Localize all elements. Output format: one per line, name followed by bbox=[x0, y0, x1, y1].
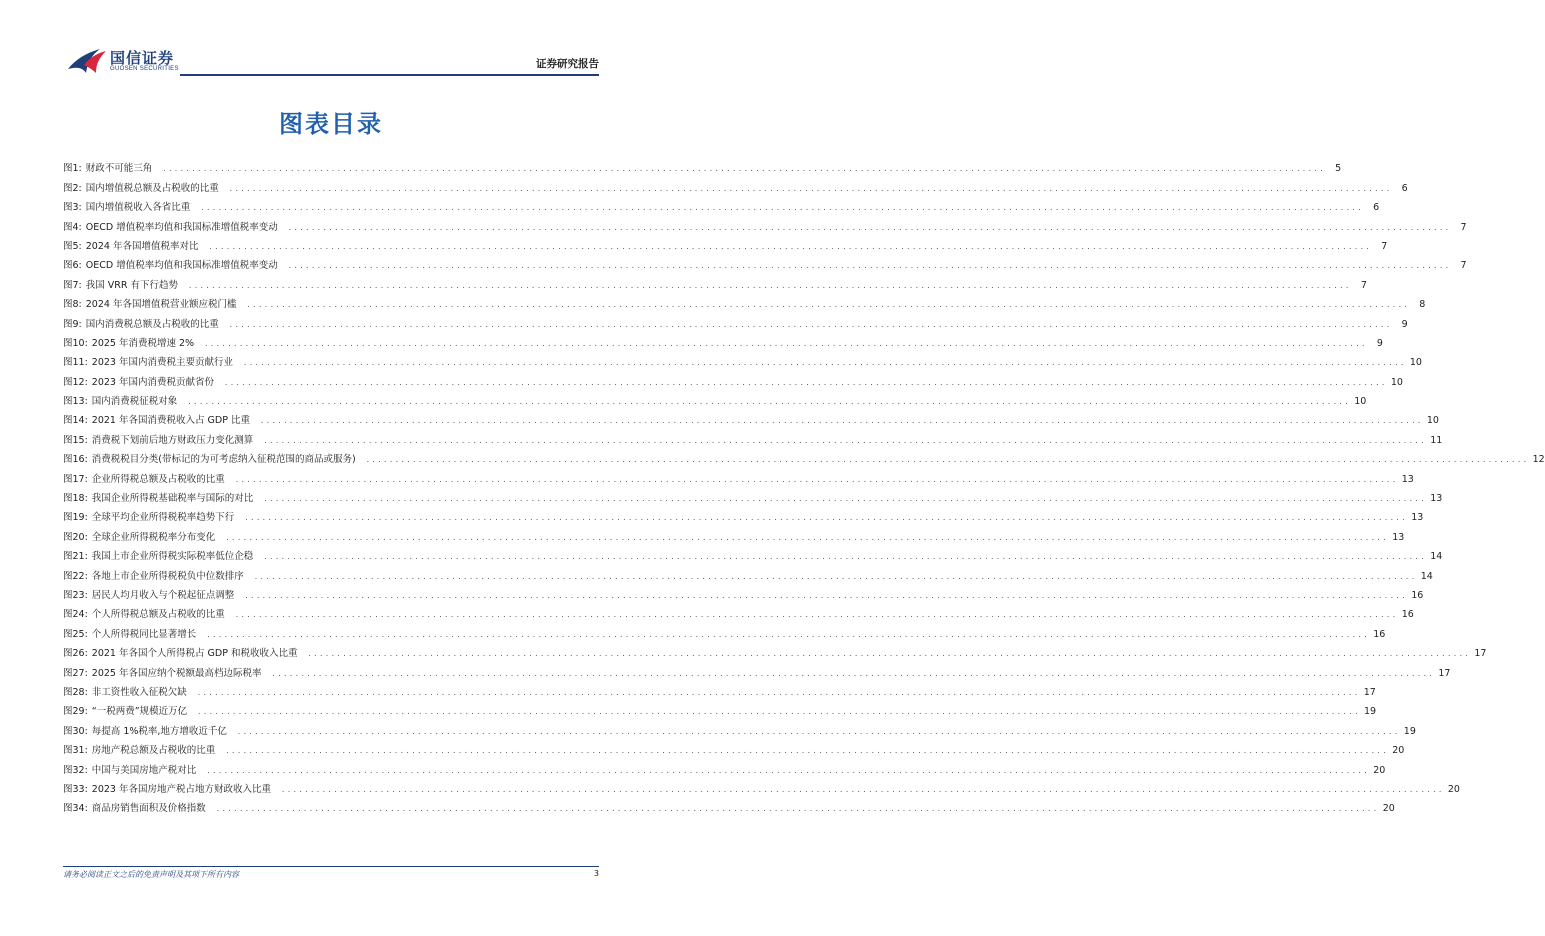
toc-entry-page: 16 bbox=[1401, 609, 1414, 621]
toc-entry-number: 图33: bbox=[63, 783, 88, 795]
toc-entry-number: 图5: bbox=[63, 240, 82, 252]
toc-dot-leader: ........................................................................................................................................................................................................ bbox=[281, 785, 1444, 794]
toc-entry-page: 19 bbox=[1403, 725, 1416, 737]
logo-english-name: GUOSEN SECURITIES bbox=[110, 66, 179, 72]
toc-dot-leader: ........................................................................................................................................................................................................ bbox=[234, 475, 1398, 484]
toc-entry-number: 图18: bbox=[63, 493, 88, 505]
toc-entry-number: 图26: bbox=[63, 648, 88, 660]
toc-entry[interactable] bbox=[63, 601, 1414, 621]
toc-entry[interactable] bbox=[63, 465, 1414, 485]
toc-dot-leader: ........................................................................................................................................................................................................ bbox=[365, 456, 1529, 465]
toc-dot-leader: ........................................................................................................................................................................................................ bbox=[200, 204, 1364, 213]
toc-entry-page: 6 bbox=[1401, 182, 1408, 194]
toc-dot-leader: ........................................................................................................................................................................................................ bbox=[215, 805, 1379, 814]
toc-entry-title: 各地上市企业所得税税负中位数排序 bbox=[91, 570, 244, 582]
toc-dot-leader: ........................................................................................................................................................................................................ bbox=[206, 630, 1370, 639]
toc-entry-title: 个人所得税同比显著增长 bbox=[91, 628, 197, 640]
toc-entry-title: 个人所得税总额及占税收的比重 bbox=[91, 609, 225, 621]
footer-disclaimer: 请务必阅读正文之后的免责声明及其项下所有内容 bbox=[63, 870, 239, 879]
toc-entry[interactable] bbox=[63, 426, 1443, 446]
toc-entry[interactable] bbox=[63, 717, 1416, 737]
toc-entry-page: 20 bbox=[1373, 764, 1386, 776]
toc-entry-number: 图24: bbox=[63, 609, 88, 621]
toc-entry-label bbox=[63, 665, 262, 679]
toc-entry-page: 20 bbox=[1392, 745, 1405, 757]
toc-entry-label bbox=[63, 393, 177, 407]
toc-entry-number: 图8: bbox=[63, 299, 82, 311]
toc-entry-page: 13 bbox=[1401, 473, 1414, 485]
toc-entry-label bbox=[63, 354, 233, 368]
toc-entry[interactable] bbox=[63, 640, 1487, 660]
toc-entry[interactable] bbox=[63, 213, 1467, 233]
toc-entry-number: 图30: bbox=[63, 725, 88, 737]
toc-dot-leader: ........................................................................................................................................................................................................ bbox=[243, 359, 1406, 368]
toc-entry-number: 图19: bbox=[63, 512, 88, 524]
toc-dot-leader: ........................................................................................................................................................................................................ bbox=[263, 436, 1427, 445]
toc-entry-title: 2023 年各国房地产税占地方财政收入比重 bbox=[91, 783, 271, 795]
toc-entry[interactable] bbox=[63, 310, 1408, 330]
toc-entry-label bbox=[63, 412, 250, 426]
toc-entry[interactable] bbox=[63, 330, 1383, 349]
toc-entry-number: 图10: bbox=[63, 337, 88, 349]
toc-entry-page: 7 bbox=[1360, 279, 1367, 291]
toc-dot-leader: ........................................................................................................................................................................................................ bbox=[234, 611, 1398, 620]
toc-dot-leader: ........................................................................................................................................................................................................ bbox=[206, 766, 1370, 775]
toc-entry-page: 6 bbox=[1373, 202, 1380, 214]
toc-entry-page: 5 bbox=[1335, 163, 1342, 175]
toc-entry-label bbox=[63, 238, 198, 252]
toc-entry[interactable] bbox=[63, 698, 1377, 718]
toc-entry-page: 12 bbox=[1532, 454, 1545, 466]
toc-entry-page: 19 bbox=[1364, 706, 1377, 718]
page-title: 图表目录 bbox=[279, 110, 383, 138]
toc-entry-title: 2021 年各国个人所得税占 GDP 和税收收入比重 bbox=[91, 648, 298, 660]
toc-dot-leader: ........................................................................................................................................................................................................ bbox=[196, 688, 1360, 697]
toc-entry-title: 中国与美国房地产税对比 bbox=[91, 764, 197, 776]
toc-entry-label bbox=[63, 548, 253, 562]
toc-entry-title: 商品房销售面积及价格指数 bbox=[91, 803, 206, 815]
toc-dot-leader: ........................................................................................................................................................................................................ bbox=[225, 747, 1389, 756]
toc-entry-label bbox=[63, 626, 196, 640]
toc-dot-leader: ........................................................................................................................................................................................................ bbox=[271, 669, 1435, 678]
figure-table-of-contents bbox=[63, 155, 1545, 815]
toc-dot-leader: ........................................................................................................................................................................................................ bbox=[246, 301, 1410, 310]
toc-entry-label bbox=[63, 800, 206, 814]
toc-entry-number: 图32: bbox=[63, 764, 88, 776]
report-type-label: 证券研究报告 bbox=[536, 58, 599, 70]
toc-entry-label bbox=[63, 451, 356, 465]
toc-entry[interactable] bbox=[63, 194, 1380, 214]
toc-entry-title: 我国 VRR 有下行趋势 bbox=[85, 279, 178, 291]
toc-dot-leader: ........................................................................................................................................................................................................ bbox=[236, 727, 1400, 736]
toc-entry-number: 图22: bbox=[63, 570, 88, 582]
toc-entry-label bbox=[63, 568, 244, 582]
toc-dot-leader: ........................................................................................................................................................................................................ bbox=[197, 708, 1361, 717]
toc-entry-title: 全球企业所得税税率分布变化 bbox=[91, 531, 216, 543]
toc-entry[interactable] bbox=[63, 756, 1386, 776]
toc-entry-number: 图31: bbox=[63, 745, 88, 757]
toc-dot-leader: ........................................................................................................................................................................................................ bbox=[225, 533, 1389, 542]
toc-entry-label bbox=[63, 335, 194, 349]
toc-entry[interactable] bbox=[63, 407, 1439, 427]
toc-entry-label bbox=[63, 723, 227, 737]
toc-dot-leader: ........................................................................................................................................................................................................ bbox=[228, 320, 1392, 329]
toc-entry-label bbox=[63, 199, 190, 213]
toc-entry-title: OECD 增值税率均值和我国标准增值税率变动 bbox=[85, 260, 278, 272]
toc-entry-page: 10 bbox=[1354, 396, 1367, 408]
toc-entry-label bbox=[63, 684, 187, 698]
toc-entry-number: 图17: bbox=[63, 473, 88, 485]
toc-entry-label bbox=[63, 219, 278, 233]
toc-entry-label bbox=[63, 296, 236, 310]
toc-entry-label bbox=[63, 180, 219, 194]
toc-entry[interactable] bbox=[63, 620, 1386, 640]
toc-entry-page: 17 bbox=[1363, 686, 1376, 698]
toc-entry-page: 13 bbox=[1411, 512, 1424, 524]
toc-entry[interactable] bbox=[63, 504, 1424, 524]
toc-entry-title: 2021 年各国消费税收入占 GDP 比重 bbox=[91, 415, 250, 427]
toc-dot-leader: ........................................................................................................................................................................................................ bbox=[228, 184, 1392, 193]
toc-entry-number: 图6: bbox=[63, 260, 82, 272]
toc-entry-number: 图13: bbox=[63, 396, 88, 408]
toc-dot-leader: ........................................................................................................................................................................................................ bbox=[263, 495, 1427, 504]
toc-entry-number: 图23: bbox=[63, 589, 88, 601]
toc-entry[interactable] bbox=[63, 795, 1395, 815]
toc-entry-label bbox=[63, 742, 215, 756]
toc-dot-leader: ........................................................................................................................................................................................................ bbox=[162, 165, 1326, 174]
toc-dot-leader: ........................................................................................................................................................................................................ bbox=[263, 553, 1427, 562]
toc-entry-label bbox=[63, 703, 187, 717]
toc-entry-label bbox=[63, 316, 219, 330]
toc-entry[interactable] bbox=[63, 349, 1422, 369]
toc-entry-title: 我国企业所得税基础税率与国际的对比 bbox=[91, 493, 254, 505]
toc-entry-number: 图29: bbox=[63, 706, 88, 718]
toc-dot-leader: ........................................................................................................................................................................................................ bbox=[188, 281, 1351, 290]
toc-entry-page: 17 bbox=[1438, 667, 1451, 679]
toc-entry-label bbox=[63, 606, 225, 620]
toc-entry-number: 图11: bbox=[63, 357, 88, 369]
toc-entry-title: 全球平均企业所得税税率趋势下行 bbox=[91, 512, 235, 524]
toc-entry-number: 图25: bbox=[63, 628, 88, 640]
toc-entry-page: 7 bbox=[1381, 240, 1388, 252]
toc-entry-page: 7 bbox=[1460, 260, 1467, 272]
toc-entry-label bbox=[63, 432, 253, 446]
toc-entry-number: 图20: bbox=[63, 531, 88, 543]
toc-entry-title: 房地产税总额及占税收的比重 bbox=[91, 745, 216, 757]
toc-entry[interactable] bbox=[63, 252, 1467, 272]
toc-entry-page: 20 bbox=[1382, 803, 1395, 815]
toc-entry[interactable] bbox=[63, 368, 1403, 388]
header-divider bbox=[180, 74, 599, 76]
toc-entry-page: 11 bbox=[1430, 434, 1443, 446]
toc-entry-title: 居民人均月收入与个税起征点调整 bbox=[91, 589, 235, 601]
toc-entry-page: 16 bbox=[1373, 628, 1386, 640]
toc-entry-label bbox=[63, 645, 297, 659]
toc-entry-page: 16 bbox=[1411, 589, 1424, 601]
toc-entry[interactable] bbox=[63, 233, 1388, 252]
footer-divider bbox=[63, 866, 599, 867]
toc-entry[interactable] bbox=[63, 446, 1545, 466]
guosen-logo-icon bbox=[66, 45, 108, 77]
toc-entry-title: 2025 年各国应纳个税额最高档边际税率 bbox=[91, 667, 262, 679]
toc-entry-label bbox=[63, 374, 214, 388]
toc-entry-title: 2023 年国内消费税主要贡献行业 bbox=[91, 357, 233, 369]
toc-entry[interactable] bbox=[63, 388, 1367, 408]
toc-entry-title: 财政不可能三角 bbox=[85, 163, 153, 175]
toc-entry-label bbox=[63, 160, 152, 174]
toc-entry-number: 图28: bbox=[63, 686, 88, 698]
toc-entry-label bbox=[63, 587, 234, 601]
toc-entry[interactable] bbox=[63, 679, 1376, 698]
guosen-logo bbox=[66, 45, 206, 77]
toc-entry-number: 图1: bbox=[63, 163, 82, 175]
toc-entry-number: 图34: bbox=[63, 803, 88, 815]
toc-entry-title: 2023 年国内消费税贡献省份 bbox=[91, 376, 214, 388]
toc-entry-page: 14 bbox=[1430, 551, 1443, 563]
toc-entry-page: 10 bbox=[1390, 376, 1403, 388]
toc-entry[interactable] bbox=[63, 523, 1405, 543]
toc-entry-number: 图27: bbox=[63, 667, 88, 679]
toc-entry-title: 2024 年各国增值税率对比 bbox=[85, 240, 199, 252]
toc-entry-label bbox=[63, 762, 196, 776]
toc-dot-leader: ........................................................................................................................................................................................................ bbox=[187, 398, 1351, 407]
toc-entry-label bbox=[63, 781, 271, 795]
toc-dot-leader: ........................................................................................................................................................................................................ bbox=[253, 572, 1417, 581]
toc-entry-label bbox=[63, 277, 178, 291]
toc-entry-number: 图7: bbox=[63, 279, 82, 291]
page-header bbox=[0, 0, 662, 80]
toc-entry-title: 国内增值税收入各省比重 bbox=[85, 202, 191, 214]
toc-entry-title: 2025 年消费税增速 2% bbox=[91, 337, 195, 349]
toc-entry-page: 10 bbox=[1426, 415, 1439, 427]
toc-entry-label bbox=[63, 257, 278, 271]
toc-entry[interactable] bbox=[63, 562, 1433, 582]
toc-dot-leader: ........................................................................................................................................................................................................ bbox=[307, 650, 1471, 659]
toc-entry-title: 国内增值税总额及占税收的比重 bbox=[85, 182, 219, 194]
toc-entry-page: 9 bbox=[1401, 318, 1408, 330]
toc-entry-label bbox=[63, 471, 225, 485]
toc-entry-title: 国内消费税征税对象 bbox=[91, 396, 178, 408]
toc-entry-title: 国内消费税总额及占税收的比重 bbox=[85, 318, 219, 330]
toc-entry-number: 图4: bbox=[63, 221, 82, 233]
logo-chinese-name: 国信证券 bbox=[110, 49, 175, 67]
toc-entry-title: 2024 年各国增值税营业额应税门槛 bbox=[85, 299, 237, 311]
toc-entry-title: 非工资性收入征税欠缺 bbox=[91, 686, 187, 698]
toc-entry-number: 图16: bbox=[63, 454, 88, 466]
toc-dot-leader: ........................................................................................................................................................................................................ bbox=[208, 242, 1372, 251]
toc-entry-number: 图15: bbox=[63, 434, 88, 446]
toc-entry-page: 9 bbox=[1376, 337, 1383, 349]
toc-entry-page: 10 bbox=[1409, 357, 1422, 369]
toc-entry[interactable] bbox=[63, 543, 1443, 563]
toc-entry-title: 每提高 1%税率,地方增收近千亿 bbox=[91, 725, 227, 737]
toc-entry-page: 14 bbox=[1420, 570, 1433, 582]
toc-entry-page: 20 bbox=[1447, 783, 1460, 795]
toc-entry-title: 我国上市企业所得税实际税率低位企稳 bbox=[91, 551, 254, 563]
toc-entry[interactable] bbox=[63, 776, 1460, 795]
toc-entry-page: 13 bbox=[1392, 531, 1405, 543]
toc-entry-title: 企业所得税总额及占税收的比重 bbox=[91, 473, 225, 485]
toc-entry-page: 13 bbox=[1430, 493, 1443, 505]
toc-entry-page: 8 bbox=[1419, 299, 1426, 311]
toc-entry-title: 消费税税目分类(带标记的为可考虑纳入征税范围的商品或服务) bbox=[91, 454, 356, 466]
toc-dot-leader: ........................................................................................................................................................................................................ bbox=[287, 223, 1451, 232]
toc-dot-leader: ........................................................................................................................................................................................................ bbox=[244, 591, 1408, 600]
toc-entry[interactable] bbox=[63, 271, 1367, 291]
toc-entry-label bbox=[63, 509, 234, 523]
toc-entry-number: 图9: bbox=[63, 318, 82, 330]
toc-entry-number: 图21: bbox=[63, 551, 88, 563]
toc-entry[interactable] bbox=[63, 659, 1451, 679]
toc-dot-leader: ........................................................................................................................................................................................................ bbox=[224, 378, 1387, 387]
toc-entry-title: OECD 增值税率均值和我国标准增值税率变动 bbox=[85, 221, 278, 233]
toc-entry-page: 17 bbox=[1474, 648, 1487, 660]
toc-dot-leader: ........................................................................................................................................................................................................ bbox=[244, 514, 1408, 523]
toc-entry[interactable] bbox=[63, 737, 1405, 757]
toc-entry[interactable] bbox=[63, 155, 1342, 175]
toc-entry-number: 图2: bbox=[63, 182, 82, 194]
toc-dot-leader: ........................................................................................................................................................................................................ bbox=[259, 417, 1423, 426]
footer-page-number: 3 bbox=[593, 869, 599, 878]
toc-dot-leader: ........................................................................................................................................................................................................ bbox=[287, 262, 1451, 271]
toc-entry-page: 7 bbox=[1460, 221, 1467, 233]
toc-entry[interactable] bbox=[63, 485, 1443, 505]
toc-entry-number: 图14: bbox=[63, 415, 88, 427]
toc-entry-label bbox=[63, 529, 215, 543]
toc-entry-label bbox=[63, 490, 253, 504]
toc-dot-leader: ........................................................................................................................................................................................................ bbox=[204, 339, 1367, 348]
toc-entry-title: 消费税下划前后地方财政压力变化测算 bbox=[91, 434, 254, 446]
toc-entry[interactable] bbox=[63, 582, 1424, 601]
toc-entry-title: “一税两费”规模近万亿 bbox=[91, 706, 188, 718]
toc-entry-number: 图3: bbox=[63, 202, 82, 214]
toc-entry-number: 图12: bbox=[63, 376, 88, 388]
toc-entry[interactable] bbox=[63, 174, 1408, 194]
toc-entry[interactable] bbox=[63, 291, 1426, 311]
